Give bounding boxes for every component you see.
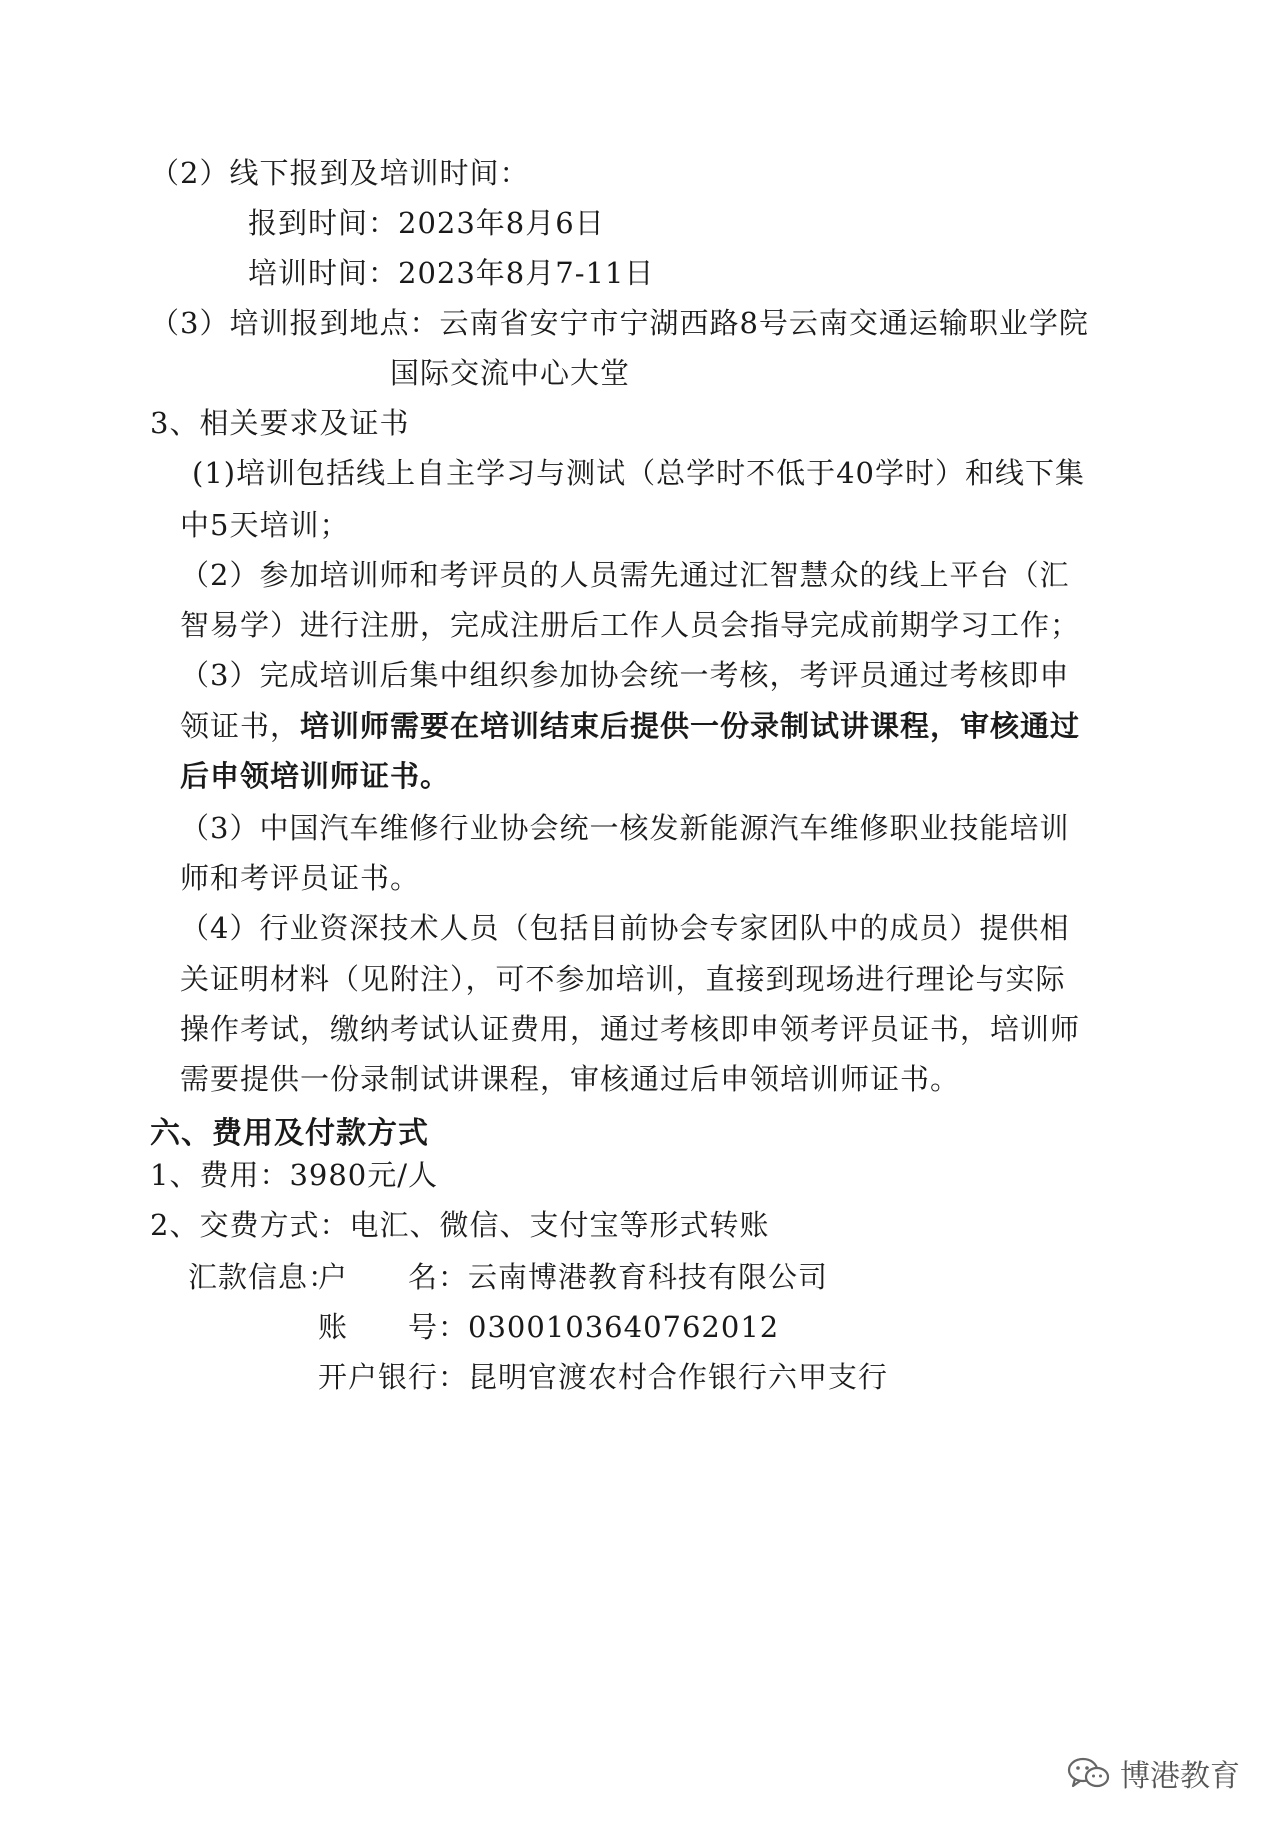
bold-text-segment: 培训师需要在培训结束后提供一份录制试讲课程，审核通过 xyxy=(300,709,1081,743)
text-line: 智易学）进行注册，完成注册后工作人员会指导完成前期学习工作； xyxy=(180,608,1081,642)
text-line: 师和考评员证书。 xyxy=(180,861,421,895)
text-line: 中5天培训； xyxy=(180,508,350,542)
remittance-bank-row xyxy=(318,1357,888,1397)
text-line: 关证明材料（见附注），可不参加培训，直接到现场进行理论与实际 xyxy=(180,962,1066,996)
text-line: （3）培训报到地点：云南省安宁市宁湖西路8号云南交通运输职业学院 xyxy=(150,306,1089,340)
text-line xyxy=(180,706,1080,746)
text-line: （3）完成培训后集中组织参加协会统一考核，考评员通过考核即申 xyxy=(180,658,1070,692)
remittance-name-key: 户 名： xyxy=(318,1260,469,1294)
section-heading: 六、费用及付款方式 xyxy=(150,1116,429,1151)
remittance-label: 汇款信息： xyxy=(188,1260,339,1294)
watermark xyxy=(1066,1751,1240,1795)
text-line: （2）参加培训师和考评员的人员需先通过汇智慧众的线上平台（汇 xyxy=(180,558,1070,592)
remittance-account-key: 账 号： xyxy=(318,1310,469,1344)
remittance-bank-value: 昆明官渡农村合作银行六甲支行 xyxy=(468,1360,889,1394)
remittance-name-row xyxy=(318,1257,828,1297)
bold-text-line: 后申领培训师证书。 xyxy=(180,759,451,793)
remittance-account-value: 0300103640762012 xyxy=(468,1310,780,1344)
text-line: 需要提供一份录制试讲课程，审核通过后申领培训师证书。 xyxy=(180,1062,961,1096)
remittance-name-value: 云南博港教育科技有限公司 xyxy=(468,1260,829,1294)
remittance-bank-key: 开户银行： xyxy=(318,1360,469,1394)
text-line: 3、相关要求及证书 xyxy=(150,406,410,440)
text-line: （3）中国汽车维修行业协会统一核发新能源汽车维修职业技能培训 xyxy=(180,811,1070,845)
text-line: 1、费用：3980元/人 xyxy=(150,1158,439,1192)
text-segment: 领证书， xyxy=(180,709,301,743)
text-line: （2）线下报到及培训时间： xyxy=(150,156,530,190)
watermark-text: 博港教育 xyxy=(1120,1759,1240,1794)
text-line: 报到时间：2023年8月6日 xyxy=(248,206,605,240)
text-line: 2、交费方式：电汇、微信、支付宝等形式转账 xyxy=(150,1208,770,1242)
text-line: 培训时间：2023年8月7-11日 xyxy=(248,256,655,290)
remittance-account-row xyxy=(318,1307,779,1347)
wechat-icon xyxy=(1066,1755,1112,1791)
text-line: (1)培训包括线上自主学习与测试（总学时不低于40学时）和线下集 xyxy=(192,456,1085,490)
text-line: 国际交流中心大堂 xyxy=(390,356,631,390)
text-line: 操作考试，缴纳考试认证费用，通过考核即申领考评员证书，培训师 xyxy=(180,1012,1081,1046)
text-line: （4）行业资深技术人员（包括目前协会专家团队中的成员）提供相 xyxy=(180,911,1070,945)
